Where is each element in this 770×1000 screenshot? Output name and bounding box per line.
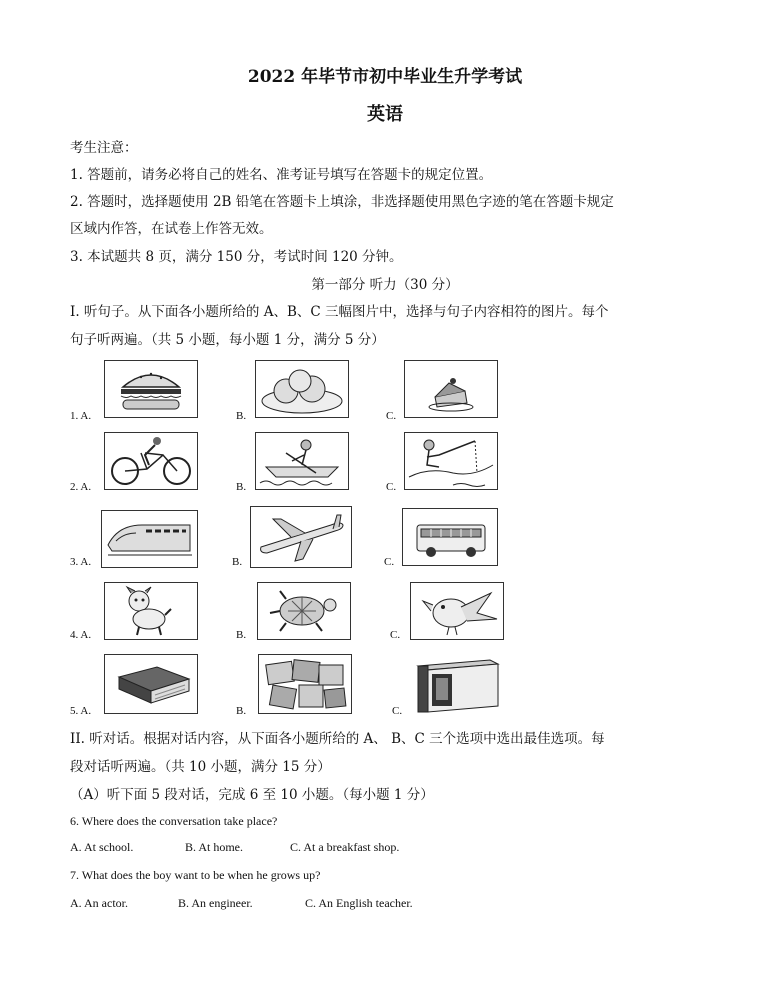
question-7-option-c[interactable]: C. An English teacher. (305, 896, 413, 910)
cake-icon[interactable] (404, 360, 498, 418)
bird-icon[interactable] (410, 582, 504, 640)
dictionary-icon[interactable] (414, 656, 500, 714)
turtle-icon[interactable] (257, 582, 351, 640)
bus-icon[interactable] (402, 508, 498, 566)
part1-title: 第一部分 听力（30 分） (311, 277, 459, 293)
question-6-option-b[interactable]: B. At home. (185, 840, 244, 854)
subject-title: 英语 (367, 104, 403, 125)
rowing-boat-icon[interactable] (255, 432, 349, 490)
hamburger-icon[interactable] (104, 360, 198, 418)
train-icon[interactable] (101, 510, 198, 568)
q3-c-label: C. (384, 556, 395, 568)
notice-heading: 考生注意： (70, 140, 138, 156)
notice-item-1: 1. 答题前，请务必将自己的姓名、准考证号填写在答题卡的规定位置。 (70, 167, 493, 183)
question-7-option-b[interactable]: B. An engineer. (178, 896, 253, 910)
section1-instruction-cont: 句子听两遍。（共 5 小题，每小题 1 分，满分 5 分） (70, 332, 385, 348)
q5-c-label: C. (392, 705, 403, 717)
question-6-option-a[interactable]: A. At school. (70, 840, 134, 854)
q3-b-label: B. (232, 556, 243, 568)
cycling-icon[interactable] (104, 432, 198, 490)
question-6-stem: 6. Where does the conversation take place? (70, 814, 278, 828)
exam-title: 2022 年毕节市初中毕业生升学考试 (247, 67, 523, 87)
fishing-icon[interactable] (404, 432, 498, 490)
question-7-stem: 7. What does the boy want to be when he grows up? (70, 868, 321, 882)
q1-b-label: B. (236, 410, 247, 422)
q4-c-label: C. (390, 629, 401, 641)
q5-label: 5. A. (70, 705, 92, 717)
steamed-buns-icon[interactable] (255, 360, 349, 418)
q1-c-label: C. (386, 410, 397, 422)
section1-instruction: I. 听句子。从下面各小题所给的 A、B、C 三幅图片中，选择与句子内容相符的图片。每个 (70, 304, 609, 320)
airplane-icon[interactable] (250, 506, 352, 568)
newspapers-icon[interactable] (258, 654, 352, 714)
q3-label: 3. A. (70, 556, 92, 568)
q2-b-label: B. (236, 481, 247, 493)
q2-label: 2. A. (70, 481, 92, 493)
q5-b-label: B. (236, 705, 247, 717)
notice-item-2: 2. 答题时，选择题使用 2B 铅笔在答题卡上填涂，非选择题使用黑色字迹的笔在答题卡规定 (70, 194, 614, 210)
section2-instruction-cont: 段对话听两遍。（共 10 小题，满分 15 分） (70, 759, 331, 775)
section2-instruction: II. 听对话。根据对话内容，从下面各小题所给的 A、 B、C 三个选项中选出最佳选项。每 (70, 731, 605, 747)
notice-item-2-cont: 区域内作答，在试卷上作答无效。 (70, 221, 273, 237)
q2-c-label: C. (386, 481, 397, 493)
section2-subsection-a: （A）听下面 5 段对话，完成 6 至 10 小题。（每小题 1 分） (70, 787, 434, 803)
dog-icon[interactable] (104, 582, 198, 640)
question-7-option-a[interactable]: A. An actor. (70, 896, 128, 910)
q4-label: 4. A. (70, 629, 92, 641)
notice-item-3: 3. 本试题共 8 页，满分 150 分，考试时间 120 分钟。 (70, 249, 403, 265)
q1-label: 1. A. (70, 410, 92, 422)
question-6-option-c[interactable]: C. At a breakfast shop. (290, 840, 400, 854)
book-icon[interactable] (104, 654, 198, 714)
q4-b-label: B. (236, 629, 247, 641)
